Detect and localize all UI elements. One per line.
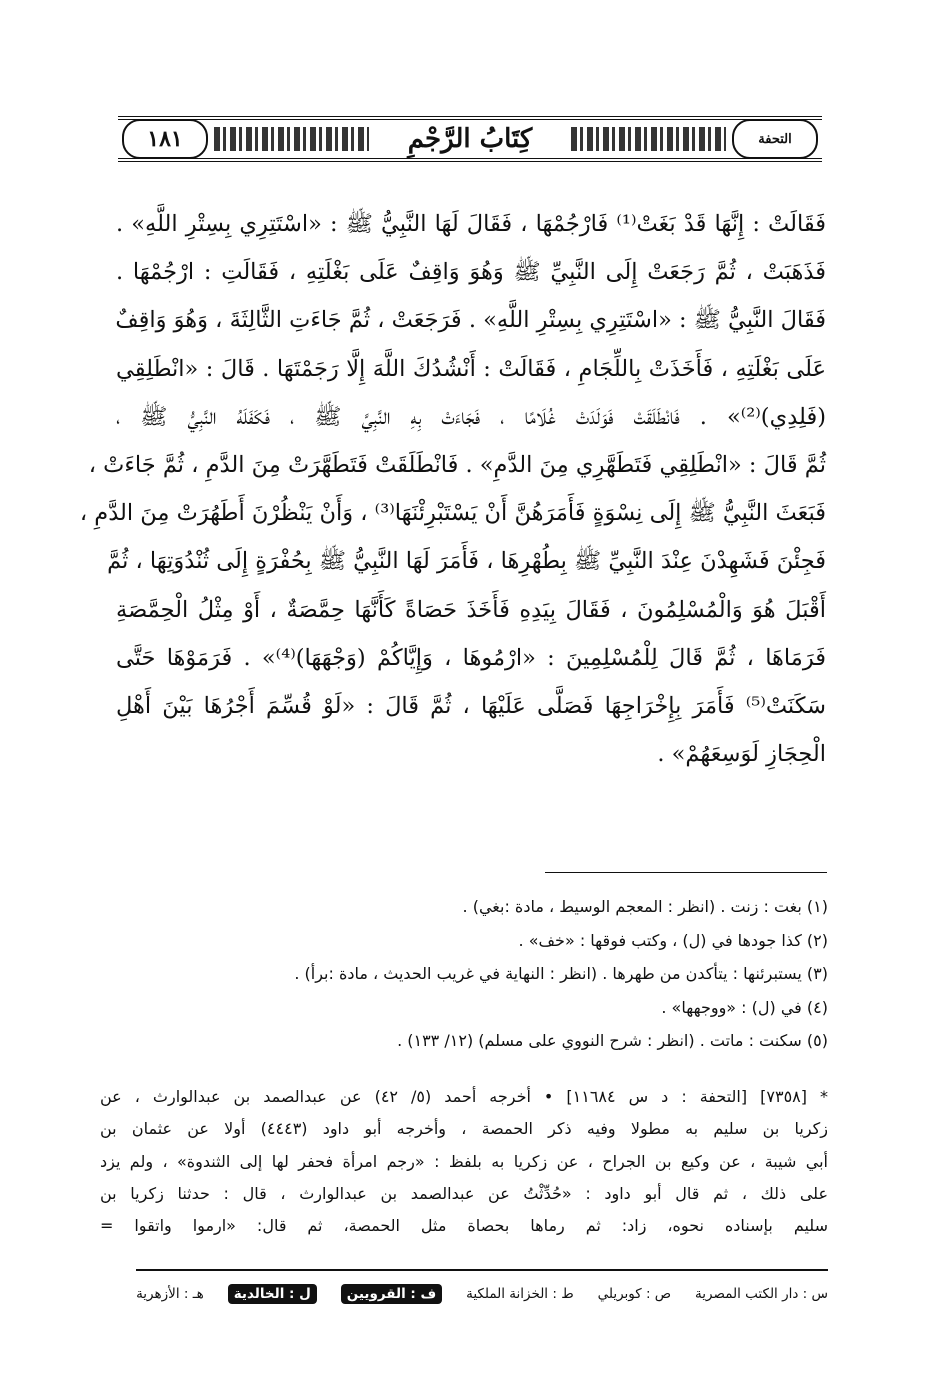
page-number: ١٨١ (122, 119, 208, 159)
footnote: (٢) كذا جودها في (ل) ، وكتب فوقها : «خف» . (518, 930, 828, 950)
page-header (118, 116, 822, 162)
text-line: ثُمَّ قَالَ : «انْطَلِقِي فَتَطَهَّرِي مِنَ الدَّمِ» . فَانْطَلَقَتْ فَتَطَهَّرَتْ مِنَ الدَّمِ ، ثُمَّ جَاءَتْ ، (88, 452, 826, 479)
book-title: كِتَابُ الرَّجْمِ (407, 124, 533, 154)
takhrij-line: زكريا بن سليم به مطولا وفيه ذكر الحمصة ، وأخرجه أبو داود (٤٤٤٣) أولا عن عثمان بن (100, 1119, 829, 1139)
legend-divider (136, 1269, 828, 1271)
main-text (79, 200, 826, 778)
ornament-left (214, 127, 369, 151)
text-line: (فَلِدِي)⁽²⁾» . فَانْطَلَقَتْ فَوَلَدَتْ غُلَامًا ، فَجَاءَتْ بِهِ النَّبِيَّ ﷺ ، فَكَفَلَهُ النَّبِيُّ ﷺ ، (116, 403, 826, 430)
legend-item: ط : الخزانة الملكية (466, 1286, 574, 1302)
legend-badge: ف : القرويين (341, 1284, 442, 1304)
legend-item: س : دار الكتب المصرية (695, 1286, 828, 1302)
takhrij-line: * [٧٣٥٨] [التحفة : د س ١١٦٨٤] • أخرجه أحمد (٥/ ٤٢) عن عبدالصمد بن عبدالوارث ، عن (100, 1087, 829, 1106)
footnote: (٥) سكنت : ماتت . (انظر : شرح النووي على مسلم) (١٢/ ١٣٣) . (397, 1031, 828, 1051)
text-line: عَلَى بَغْلَتِهِ ، فَأَخَذَتْ بِاللِّجَامِ ، فَقَالَتْ : أَنْشُدُكَ اللَّهَ إِلَّا رَجَمْتَهَا . قَالَ : «انْطَلِقِي (116, 355, 826, 382)
text-line: أَقْبَلَ هُوَ وَالْمُسْلِمُونَ ، فَقَالَ بِيَدِهِ فَأَخَذَ حَصَاةً كَأَنَّهَا حِمَّصَةٌ ، أَوْ مِثْلُ الْحِمَّصَةِ (116, 596, 826, 623)
legend-item: هـ : الأزهرية (136, 1286, 204, 1302)
text-line: فَجِئْنَ فَشَهِدْنَ عِنْدَ النَّبِيِّ ﷺ بِطُهْرِهَا ، فَأَمَرَ لَهَا النَّبِيُّ ﷺ بِحُفْرَةٍ إِلَى ثُنْدُوَتِهَا ، ثُمَّ (107, 548, 826, 575)
logo: التحفة (732, 119, 818, 159)
footnote: (٣) يستبرئنها : يتأكدن من طهرها . (انظر : النهاية في غريب الحديث ، مادة :برأ) . (294, 964, 828, 984)
ornament-right (571, 127, 726, 151)
takhrij-line: سليم بإسناده نحوه، زاد: ثم رماها بحصاة مثل الحمصة، ثم قال: «ارموا واتقوا = (100, 1216, 828, 1236)
takhrij-line: أبي شيبة ، عن وكيع بن الجراح ، عن زكريا به بلفظ : «رجم امرأة فحفر لها إلى الثندوة» ، ولم يزد (100, 1151, 828, 1171)
text-line: فَقَالَ النَّبِيُّ ﷺ : «اسْتَتِرِي بِسِتْرِ اللَّهِ» . فَرَجَعَتْ ، ثُمَّ جَاءَتِ الثَّالِثَةَ ، وَهُوَ وَاقِفٌ (115, 307, 826, 334)
footnote-divider (545, 872, 827, 873)
text-line: الْحِجَازِ لَوَسِعَهُمْ» . (657, 741, 826, 768)
text-line: سَكَنَتْ⁽⁵⁾ فَأَمَرَ بِإِخْرَاجِهَا فَصَلَّى عَلَيْهَا ، ثُمَّ قَالَ : «لَوْ قُسِّمَ أَجْرُهَا بَيْنَ أَهْلِ (116, 693, 826, 720)
legend-badge: ل : الخالدية (228, 1284, 317, 1304)
text-line: فَبَعَثَ النَّبِيُّ ﷺ إِلَى نِسْوَةٍ فَأَمَرَهُنَّ أَنْ يَسْتَبْرِئْنَهَا⁽³⁾ ، وَأَنْ يَنْظُرْنَ أَطَهُرَتْ مِنَ الدَّمِ ، (79, 500, 826, 527)
text-line: فَرَمَاهَا ، ثُمَّ قَالَ لِلْمُسْلِمِينَ : «ارْمُوهَا ، وَإِيَّاكُمْ (وَجْهَهَا)⁽⁴⁾» . فَرَمَوْهَا حَتَّى (116, 644, 826, 671)
text-line: فَقَالَتْ : إِنَّهَا قَدْ بَغَتْ⁽¹⁾ فَارْجُمْهَا ، فَقَالَ لَهَا النَّبِيُّ ﷺ : «اسْتَتِرِي بِسِتْرِ اللَّهِ» . (116, 211, 826, 237)
manuscript-legend (136, 1280, 828, 1308)
legend-item: ص : كوبريلي (597, 1286, 672, 1302)
footnote: (٤) في (ل) : «ووجهها» . (661, 997, 828, 1017)
text-line: فَذَهَبَتْ ، ثُمَّ رَجَعَتْ إِلَى النَّبِيِّ ﷺ وَهُوَ وَاقِفٌ عَلَى بَغْلَتِهِ ، فَقَالَتِ : ارْجُمْهَا . (116, 259, 826, 286)
takhrij-line: على ذلك ، ثم قال أبو داود : «حُدِّثْتُ عن عبدالصمد بن عبدالوارث ، قال : حدثنا زكريا بن (100, 1183, 828, 1203)
footnotes (294, 890, 828, 1058)
footnote: (١) بغت : زنت . (انظر : المعجم الوسيط ، مادة :بغي) . (462, 897, 828, 916)
takhrij-section (100, 1081, 828, 1242)
